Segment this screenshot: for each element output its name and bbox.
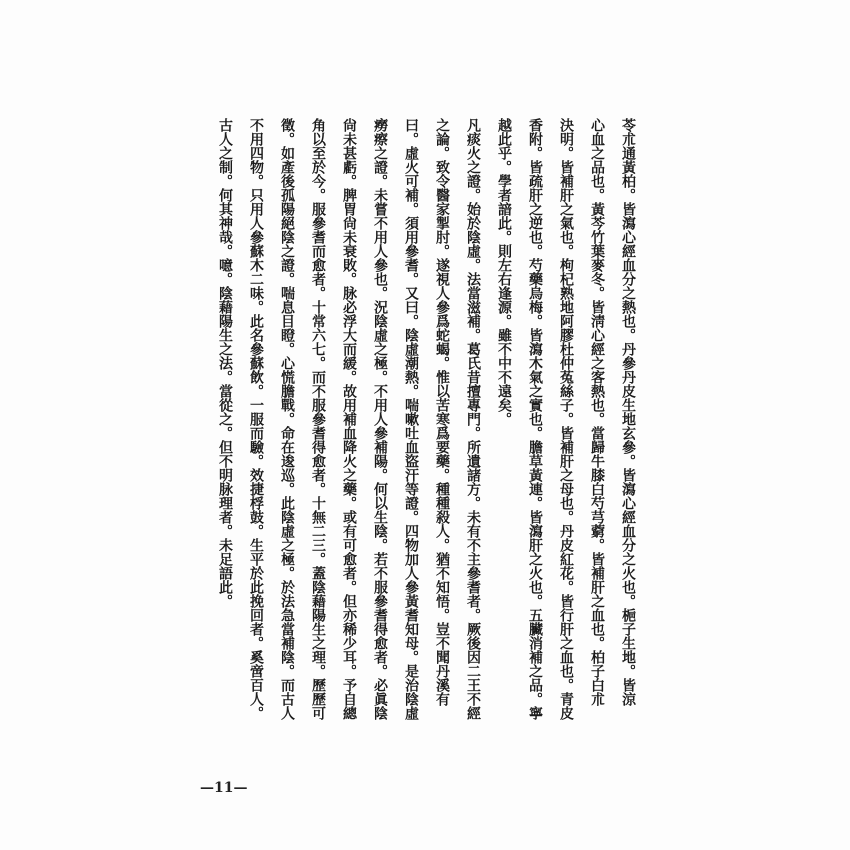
text-column-14: 古人之制。何其神哉。噫。陰藉陽生之法。當從之。但不明脉理者。未足語此。 [217, 118, 233, 608]
text-column-7: 之論。致令醫家掣肘。遂視人參爲蛇蝎。惟以苦寒爲要藥。種種殺人。猶不知悟。豈不聞丹溪有 [434, 118, 450, 706]
text-column-13: 不用四物。只用人參蘇木二味。此名參蘇飲。一服而驗。效捷桴鼓。生平於此挽回者。奚啻百人。 [248, 118, 264, 720]
text-column-5: 越此乎。學者諳此。則左右逢源。雖不中不遠矣。 [496, 118, 512, 426]
text-column-8: 曰。虛火可補。須用參耆。又曰。陰虛潮熱。喘嗽吐血盜汗等證。四物加人參黃耆知母。是治陰虛 [403, 118, 419, 720]
text-column-1: 苓朮通黃柏。皆瀉心經血分之熱也。丹參丹皮生地玄參。皆瀉心經血分之火也。梔子生地。皆涼 [620, 118, 636, 706]
text-column-3: 決明。皆補肝之氣也。枸杞熟地阿膠杜仲菟絲子。皆補肝之母也。丹皮紅花。皆行肝之血也。青皮 [558, 118, 574, 720]
text-column-12: 徵。如產後孤陽絕陰之證。喘息目瞪。心慌膽戰。命在逡巡。此陰虛之極。於法急當補陰。而古人 [279, 118, 295, 720]
text-column-10: 尙未甚虧。脾胃尙未衰敗。脉必浮大而緩。故用補血降火之藥。或有可愈者。但亦稀少耳。予自總 [341, 118, 357, 720]
text-column-4: 香附。皆疏肝之逆也。芍藥烏梅。皆瀉木氣之實也。膽草黃連。皆瀉肝之火也。五臟消補之品。寧 [527, 118, 543, 720]
text-column-11: 角以至於今。服參耆而愈者。十常六七。而不服參耆得愈者。十無二三。蓋陰藉陽生之理。歷歷可 [310, 118, 326, 720]
text-column-9: 癆瘵之證。未嘗不用人參也。況陰虛之極。不用人參補陽。何以生陰。若不服參耆得愈者。必眞陰 [372, 118, 388, 720]
page-number: —11— [200, 780, 248, 796]
text-column-6: 凡痰火之證。始於陰虛。法當滋補。葛氏昔擅專門。所遺諸方。未有不主參耆者。厥後因二王不經 [465, 118, 481, 720]
text-column-2: 心血之品也。黃芩竹葉麥冬。皆淸心經之客熱也。當歸牛膝白芍芎藭。皆補肝之血也。柏子白朮 [589, 118, 605, 706]
